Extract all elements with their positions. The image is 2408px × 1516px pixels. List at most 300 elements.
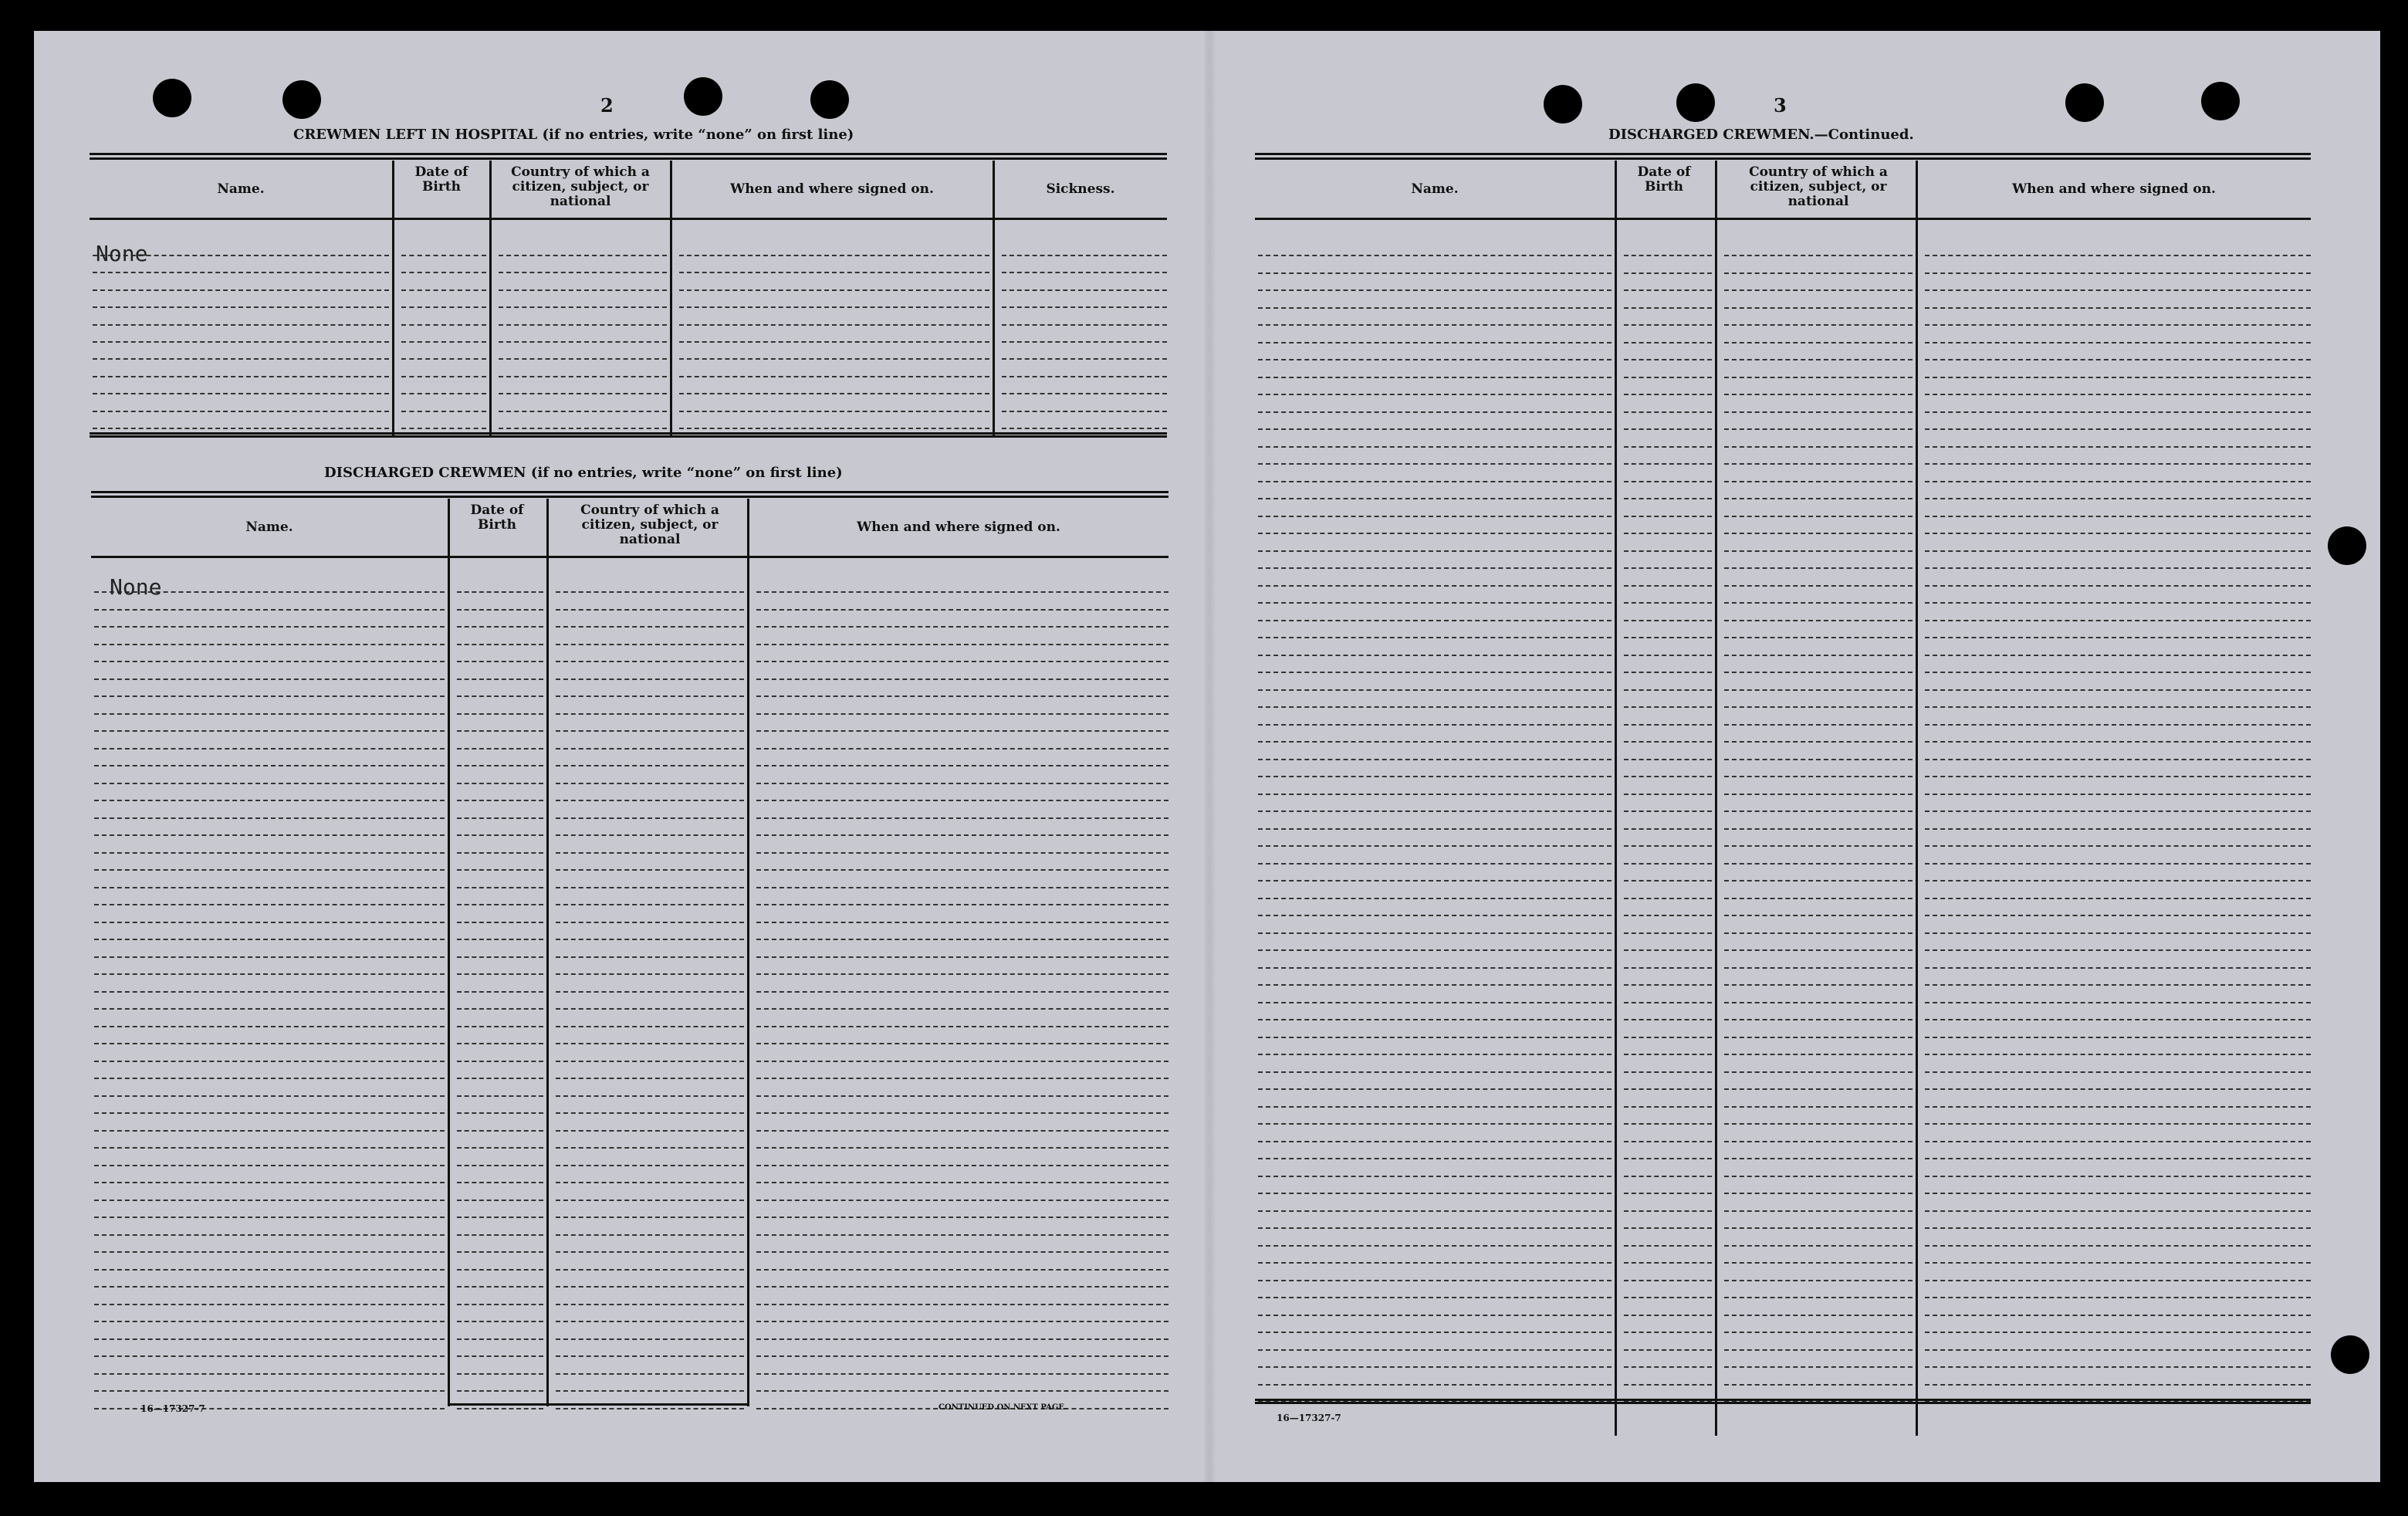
column-header-name: Name. bbox=[217, 181, 265, 197]
row-line bbox=[1624, 1384, 1712, 1386]
row-line bbox=[556, 1321, 744, 1322]
row-line bbox=[1624, 1245, 1712, 1247]
row-line bbox=[556, 1217, 744, 1218]
row-line bbox=[94, 1355, 445, 1357]
row-line bbox=[1624, 1193, 1712, 1194]
row-line bbox=[756, 1251, 1168, 1253]
column-header-country: Country of which a citizen, subject, or national bbox=[1749, 164, 1888, 209]
row-line bbox=[679, 324, 989, 326]
row-line bbox=[556, 1026, 744, 1027]
row-line bbox=[1724, 706, 1913, 708]
row-line bbox=[1258, 1019, 1612, 1020]
row-line bbox=[1925, 272, 2311, 274]
row-line bbox=[457, 591, 543, 593]
row-line bbox=[457, 1043, 543, 1044]
row-line bbox=[556, 1373, 744, 1375]
row-line bbox=[499, 411, 667, 412]
row-line bbox=[1925, 932, 2311, 934]
row-line bbox=[94, 1095, 445, 1097]
row-line bbox=[756, 644, 1168, 645]
row-line bbox=[1258, 1123, 1612, 1125]
form-number: 16—17327-7 bbox=[1277, 1413, 1341, 1423]
row-line bbox=[457, 1130, 543, 1132]
row-line bbox=[556, 991, 744, 993]
row-line bbox=[1724, 1193, 1913, 1194]
row-line bbox=[1925, 1210, 2311, 1212]
row-line bbox=[457, 956, 543, 958]
row-line bbox=[1258, 898, 1612, 899]
row-line bbox=[1724, 428, 1913, 430]
row-line bbox=[1624, 272, 1712, 274]
row-line bbox=[756, 1043, 1168, 1044]
row-line bbox=[1724, 1297, 1913, 1298]
column-divider bbox=[670, 161, 672, 437]
row-line bbox=[94, 1078, 445, 1079]
column-divider bbox=[448, 499, 450, 1406]
row-line bbox=[1925, 1019, 2311, 1020]
row-line bbox=[94, 765, 445, 766]
row-line bbox=[1724, 863, 1913, 865]
row-line bbox=[1925, 1002, 2311, 1003]
row-line bbox=[94, 695, 445, 697]
row-line bbox=[756, 1112, 1168, 1114]
row-line bbox=[1258, 949, 1612, 951]
row-line bbox=[93, 324, 389, 326]
row-line bbox=[1724, 1037, 1913, 1038]
row-line bbox=[457, 1355, 543, 1357]
row-line bbox=[756, 591, 1168, 593]
row-line bbox=[457, 1078, 543, 1079]
row-line bbox=[401, 255, 486, 256]
row-line bbox=[457, 1182, 543, 1183]
row-line bbox=[556, 1355, 744, 1357]
row-line bbox=[1925, 724, 2311, 726]
row-line bbox=[556, 713, 744, 715]
row-line bbox=[756, 973, 1168, 975]
row-line bbox=[1624, 794, 1712, 795]
row-line bbox=[1258, 359, 1612, 360]
row-line bbox=[1624, 1019, 1712, 1020]
row-line bbox=[679, 289, 989, 291]
row-line bbox=[1624, 915, 1712, 916]
row-line bbox=[1624, 1262, 1712, 1264]
row-line bbox=[1258, 1297, 1612, 1298]
row-line bbox=[1724, 1123, 1913, 1125]
row-line bbox=[1258, 637, 1612, 638]
row-line bbox=[401, 324, 486, 326]
row-line bbox=[457, 1338, 543, 1340]
row-line bbox=[93, 289, 389, 291]
row-line bbox=[556, 939, 744, 940]
section-title: DISCHARGED CREWMEN.—Continued. bbox=[1608, 127, 1914, 143]
row-line bbox=[94, 956, 445, 958]
row-line bbox=[1925, 359, 2311, 360]
row-line bbox=[94, 748, 445, 750]
row-line bbox=[457, 1147, 543, 1149]
row-line bbox=[457, 1373, 543, 1375]
row-line bbox=[756, 1165, 1168, 1166]
row-line bbox=[1724, 1019, 1913, 1020]
row-line bbox=[756, 626, 1168, 628]
row-line bbox=[457, 1269, 543, 1271]
row-line bbox=[1724, 984, 1913, 986]
row-line bbox=[94, 887, 445, 888]
row-line bbox=[1724, 533, 1913, 534]
row-line bbox=[756, 1373, 1168, 1375]
row-line bbox=[94, 991, 445, 993]
row-line bbox=[457, 1304, 543, 1305]
row-line bbox=[1724, 1227, 1913, 1229]
row-line bbox=[1925, 1349, 2311, 1351]
row-line bbox=[401, 411, 486, 412]
row-line bbox=[1925, 1123, 2311, 1125]
row-line bbox=[1624, 672, 1712, 673]
row-line bbox=[1624, 516, 1712, 517]
row-line bbox=[1002, 289, 1167, 291]
row-line bbox=[1002, 358, 1167, 360]
row-line bbox=[1925, 810, 2311, 812]
row-line bbox=[1258, 845, 1612, 847]
row-line bbox=[1724, 516, 1913, 517]
row-line bbox=[94, 904, 445, 905]
row-line bbox=[94, 713, 445, 715]
row-line bbox=[1925, 1037, 2311, 1038]
row-line bbox=[499, 376, 667, 377]
row-line bbox=[756, 765, 1168, 766]
column-header-signed-on: When and where signed on. bbox=[857, 519, 1060, 535]
row-line bbox=[1925, 967, 2311, 969]
row-line bbox=[1724, 342, 1913, 343]
row-line bbox=[756, 1095, 1168, 1097]
row-line bbox=[1925, 1158, 2311, 1159]
row-line bbox=[556, 869, 744, 871]
column-header-name: Name. bbox=[1411, 181, 1459, 197]
row-line bbox=[457, 695, 543, 697]
row-line bbox=[1724, 1280, 1913, 1281]
row-line bbox=[1258, 307, 1612, 309]
row-line bbox=[1624, 880, 1712, 882]
row-line bbox=[1724, 759, 1913, 760]
row-line bbox=[756, 1147, 1168, 1149]
column-divider bbox=[489, 161, 492, 437]
row-line bbox=[679, 393, 989, 394]
row-line bbox=[93, 341, 389, 343]
row-line bbox=[1724, 567, 1913, 569]
row-line bbox=[1624, 759, 1712, 760]
row-line bbox=[556, 1095, 744, 1097]
row-line bbox=[1724, 272, 1913, 274]
row-line bbox=[1925, 1071, 2311, 1073]
row-line bbox=[1624, 1227, 1712, 1229]
row-line bbox=[556, 609, 744, 611]
row-line bbox=[1624, 481, 1712, 482]
row-line bbox=[1624, 984, 1712, 986]
section-bottom-rule bbox=[90, 432, 1167, 438]
row-line bbox=[94, 1217, 445, 1218]
row-line bbox=[1258, 706, 1612, 708]
row-line bbox=[1258, 550, 1612, 552]
row-line bbox=[94, 973, 445, 975]
row-line bbox=[1624, 289, 1712, 291]
row-line bbox=[1258, 932, 1612, 934]
row-line bbox=[457, 1408, 543, 1409]
column-header-date-of-birth: Date of Birth bbox=[414, 164, 468, 195]
row-line bbox=[94, 834, 445, 836]
row-line bbox=[1258, 1054, 1612, 1055]
row-line bbox=[756, 991, 1168, 993]
form-number: 16—17327-7 bbox=[140, 1403, 205, 1414]
column-header-signed-on: When and where signed on. bbox=[2012, 181, 2216, 197]
row-line bbox=[457, 1390, 543, 1392]
row-line bbox=[1624, 1106, 1712, 1108]
row-line bbox=[1258, 863, 1612, 865]
row-line bbox=[556, 1338, 744, 1340]
row-line bbox=[556, 748, 744, 750]
row-line bbox=[1002, 255, 1167, 256]
row-line bbox=[1624, 359, 1712, 360]
row-line bbox=[1258, 810, 1612, 812]
row-line bbox=[1925, 828, 2311, 830]
row-line bbox=[1258, 794, 1612, 795]
row-line bbox=[1258, 759, 1612, 760]
row-line bbox=[1925, 550, 2311, 552]
row-line bbox=[1624, 377, 1712, 378]
row-line bbox=[93, 358, 389, 360]
row-line bbox=[457, 730, 543, 732]
row-line bbox=[556, 1147, 744, 1149]
row-line bbox=[556, 1304, 744, 1305]
row-line bbox=[1624, 949, 1712, 951]
row-line bbox=[457, 1286, 543, 1288]
row-line bbox=[401, 341, 486, 343]
row-line bbox=[1925, 1054, 2311, 1055]
row-line bbox=[1258, 1262, 1612, 1264]
row-line bbox=[1925, 880, 2311, 882]
row-line bbox=[94, 783, 445, 784]
row-line bbox=[1724, 915, 1913, 916]
row-line bbox=[1624, 689, 1712, 691]
row-line bbox=[457, 609, 543, 611]
row-line bbox=[1724, 1141, 1913, 1142]
row-line bbox=[556, 591, 744, 593]
row-line bbox=[94, 1304, 445, 1305]
row-line bbox=[1925, 602, 2311, 604]
row-line bbox=[756, 887, 1168, 888]
row-line bbox=[1724, 967, 1913, 969]
row-line bbox=[756, 1061, 1168, 1062]
row-line bbox=[1258, 377, 1612, 378]
column-divider bbox=[1615, 161, 1617, 1436]
row-line bbox=[1258, 1366, 1612, 1368]
row-line bbox=[94, 661, 445, 662]
row-line bbox=[94, 609, 445, 611]
row-line bbox=[1925, 1106, 2311, 1108]
row-line bbox=[1925, 585, 2311, 587]
row-line bbox=[401, 358, 486, 360]
row-line bbox=[756, 1217, 1168, 1218]
column-divider bbox=[392, 161, 394, 437]
row-line bbox=[93, 376, 389, 377]
row-line bbox=[756, 748, 1168, 750]
row-line bbox=[94, 1130, 445, 1132]
row-line bbox=[1624, 967, 1712, 969]
row-line bbox=[756, 817, 1168, 819]
row-line bbox=[1624, 655, 1712, 656]
row-line bbox=[756, 1286, 1168, 1288]
row-line bbox=[94, 800, 445, 801]
row-line bbox=[94, 1234, 445, 1236]
row-line bbox=[1002, 341, 1167, 343]
row-line bbox=[1724, 932, 1913, 934]
row-line bbox=[401, 376, 486, 377]
row-line bbox=[1624, 394, 1712, 395]
row-line bbox=[499, 306, 667, 308]
row-line bbox=[1258, 411, 1612, 413]
row-line bbox=[457, 904, 543, 905]
section-bottom-rule bbox=[448, 1403, 747, 1406]
row-line bbox=[756, 1269, 1168, 1271]
row-line bbox=[1925, 1193, 2311, 1194]
row-line bbox=[1002, 428, 1167, 429]
row-line bbox=[679, 272, 989, 273]
row-line bbox=[1724, 898, 1913, 899]
row-line bbox=[457, 1095, 543, 1097]
row-line bbox=[556, 1251, 744, 1253]
row-line bbox=[457, 1008, 543, 1010]
row-line bbox=[457, 626, 543, 628]
row-line bbox=[556, 678, 744, 680]
row-line bbox=[1624, 1349, 1712, 1351]
row-line bbox=[94, 730, 445, 732]
row-line bbox=[94, 1373, 445, 1375]
row-line bbox=[457, 748, 543, 750]
row-line bbox=[556, 1078, 744, 1079]
row-line bbox=[94, 939, 445, 940]
row-line bbox=[1624, 1088, 1712, 1090]
row-line bbox=[756, 1355, 1168, 1357]
row-line bbox=[1724, 637, 1913, 638]
row-line bbox=[756, 869, 1168, 871]
row-line bbox=[1724, 307, 1913, 309]
row-line bbox=[679, 255, 989, 256]
row-line bbox=[1724, 498, 1913, 499]
column-divider bbox=[546, 499, 549, 1406]
row-line bbox=[457, 869, 543, 871]
row-line bbox=[401, 306, 486, 308]
row-line bbox=[556, 956, 744, 958]
row-line bbox=[457, 1200, 543, 1201]
row-line bbox=[556, 834, 744, 836]
row-line bbox=[94, 1061, 445, 1062]
row-line bbox=[556, 1234, 744, 1236]
row-line bbox=[1258, 880, 1612, 882]
row-line bbox=[1925, 307, 2311, 309]
row-line bbox=[94, 1165, 445, 1166]
row-line bbox=[1724, 359, 1913, 360]
row-line bbox=[457, 661, 543, 662]
row-line bbox=[1624, 550, 1712, 552]
row-line bbox=[679, 428, 989, 429]
row-line bbox=[1724, 1262, 1913, 1264]
row-line bbox=[1258, 1245, 1612, 1247]
row-line bbox=[1258, 289, 1612, 291]
row-line bbox=[401, 393, 486, 394]
row-line bbox=[1925, 672, 2311, 673]
row-line bbox=[94, 852, 445, 854]
row-line bbox=[556, 695, 744, 697]
row-line bbox=[1925, 463, 2311, 465]
row-line bbox=[94, 1251, 445, 1253]
row-line bbox=[1624, 1158, 1712, 1159]
section-bottom-rule bbox=[1255, 1399, 2311, 1404]
row-line bbox=[1724, 446, 1913, 448]
row-line bbox=[1925, 620, 2311, 621]
row-line bbox=[1258, 1037, 1612, 1038]
column-divider bbox=[747, 499, 749, 1406]
row-line bbox=[94, 1269, 445, 1271]
row-line bbox=[499, 393, 667, 394]
row-line bbox=[457, 765, 543, 766]
row-line bbox=[1624, 1123, 1712, 1125]
row-line bbox=[1624, 533, 1712, 534]
row-line bbox=[1624, 828, 1712, 830]
row-line bbox=[1258, 1349, 1612, 1351]
row-line bbox=[756, 1321, 1168, 1322]
row-line bbox=[1002, 393, 1167, 394]
row-line bbox=[756, 713, 1168, 715]
row-line bbox=[556, 1061, 744, 1062]
row-line bbox=[1925, 289, 2311, 291]
row-line bbox=[1258, 602, 1612, 604]
row-line bbox=[1258, 689, 1612, 691]
column-header-date-of-birth: Date of Birth bbox=[1637, 164, 1691, 195]
row-line bbox=[756, 1338, 1168, 1340]
row-line bbox=[1925, 845, 2311, 847]
row-line bbox=[1258, 533, 1612, 534]
document-sheet bbox=[34, 31, 2380, 1482]
row-line bbox=[1925, 1088, 2311, 1090]
row-line bbox=[1724, 1349, 1913, 1351]
row-line bbox=[1258, 255, 1612, 256]
row-line bbox=[679, 358, 989, 360]
row-line bbox=[1258, 655, 1612, 656]
row-line bbox=[1624, 1332, 1712, 1333]
row-line bbox=[1925, 898, 2311, 899]
header-rule bbox=[1255, 153, 2311, 160]
row-line bbox=[1925, 1384, 2311, 1386]
row-line bbox=[457, 644, 543, 645]
row-line bbox=[1258, 463, 1612, 465]
row-line bbox=[556, 852, 744, 854]
row-line bbox=[1724, 463, 1913, 465]
header-bottom-rule bbox=[91, 556, 1168, 558]
row-line bbox=[756, 1390, 1168, 1392]
row-line bbox=[556, 973, 744, 975]
row-line bbox=[1925, 706, 2311, 708]
row-line bbox=[1002, 306, 1167, 308]
row-line bbox=[457, 817, 543, 819]
row-line bbox=[1724, 1002, 1913, 1003]
row-line bbox=[1258, 428, 1612, 430]
row-line bbox=[499, 324, 667, 326]
row-line bbox=[499, 428, 667, 429]
row-line bbox=[1724, 1106, 1913, 1108]
row-line bbox=[1925, 949, 2311, 951]
row-line bbox=[1925, 411, 2311, 413]
row-line bbox=[1258, 620, 1612, 621]
row-line bbox=[93, 428, 389, 429]
row-line bbox=[556, 661, 744, 662]
